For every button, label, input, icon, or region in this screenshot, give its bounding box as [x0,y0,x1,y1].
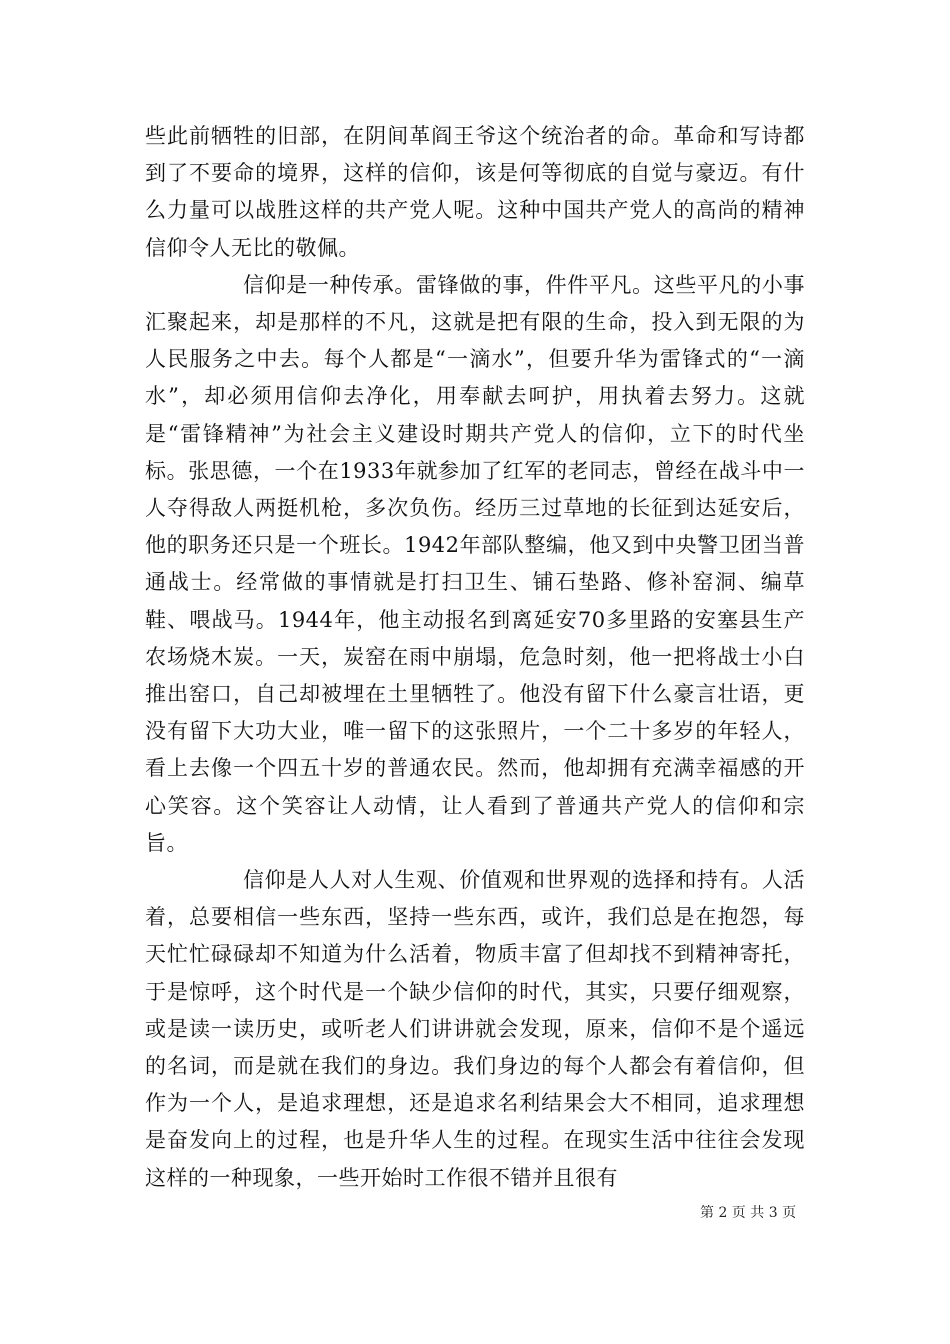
paragraph-3: 信仰是人人对人生观、价值观和世界观的选择和持有。人活着，总要相信一些东西，坚持一些东西，或许，我们总是在抱怨，每天忙忙碌碌却不知道为什么活着，物质丰富了但却找不到精神寄托，于是惊呼，这个时代是一个缺少信仰的时代，其实，只要仔细观察，或是读一读历史，或听老人们讲讲就会发现，原来，信仰不是个遥远的名词，而是就在我们的身边。我们身边的每个人都会有着信仰，但作为一个人，是追求理想，还是追求名利结果会大不相同，追求理想是奋发向上的过程，也是升华人生的过程。在现实生活中往往会发现这样的一种现象，一些开始时工作很不错并且很有 [145,868,805,1190]
document-body [145,118,805,1197]
paragraph-2: 信仰是一种传承。雷锋做的事，件件平凡。这些平凡的小事汇聚起来，却是那样的不凡，这就是把有限的生命，投入到无限的为人民服务之中去。每个人都是“一滴水”，但要升华为雷锋式的“一滴水”，却必须用信仰去净化，用奉献去呵护，用执着去努力。这就是“雷锋精神”为社会主义建设时期共产党人的信仰，立下的时代坐标。张思德，一个在1933年就参加了红军的老同志，曾经在战斗中一人夺得敌人两挺机枪，多次负伤。经历三过草地的长征到达延安后，他的职务还只是一个班长。1942年部队整编，他又到中央警卫团当普通战士。经常做的事情就是打扫卫生、铺石垫路、修补窑洞、编草鞋、喂战马。1944年，他主动报名到离延安70多里路的安塞县生产农场烧木炭。一天，炭窑在雨中崩塌，危急时刻，他一把将战士小白推出窑口，自己却被埋在土里牺牲了。他没有留下什么豪言壮语，更没有留下大功大业，唯一留下的这张照片，一个二十多岁的年轻人，看上去像一个四五十岁的普通农民。然而，他却拥有充满幸福感的开心笑容。这个笑容让人动情，让人看到了普通共产党人的信仰和宗旨。 [145,272,805,855]
paragraph-1: 些此前牺牲的旧部，在阴间革阎王爷这个统治者的命。革命和写诗都到了不要命的境界，这样的信仰，该是何等彻底的自觉与豪迈。有什么力量可以战胜这样的共产党人呢。这种中国共产党人的高尚的精神信仰令人无比的敬佩。 [145,124,805,260]
page-number-footer: 第 2 页 共 3 页 [700,1205,797,1221]
